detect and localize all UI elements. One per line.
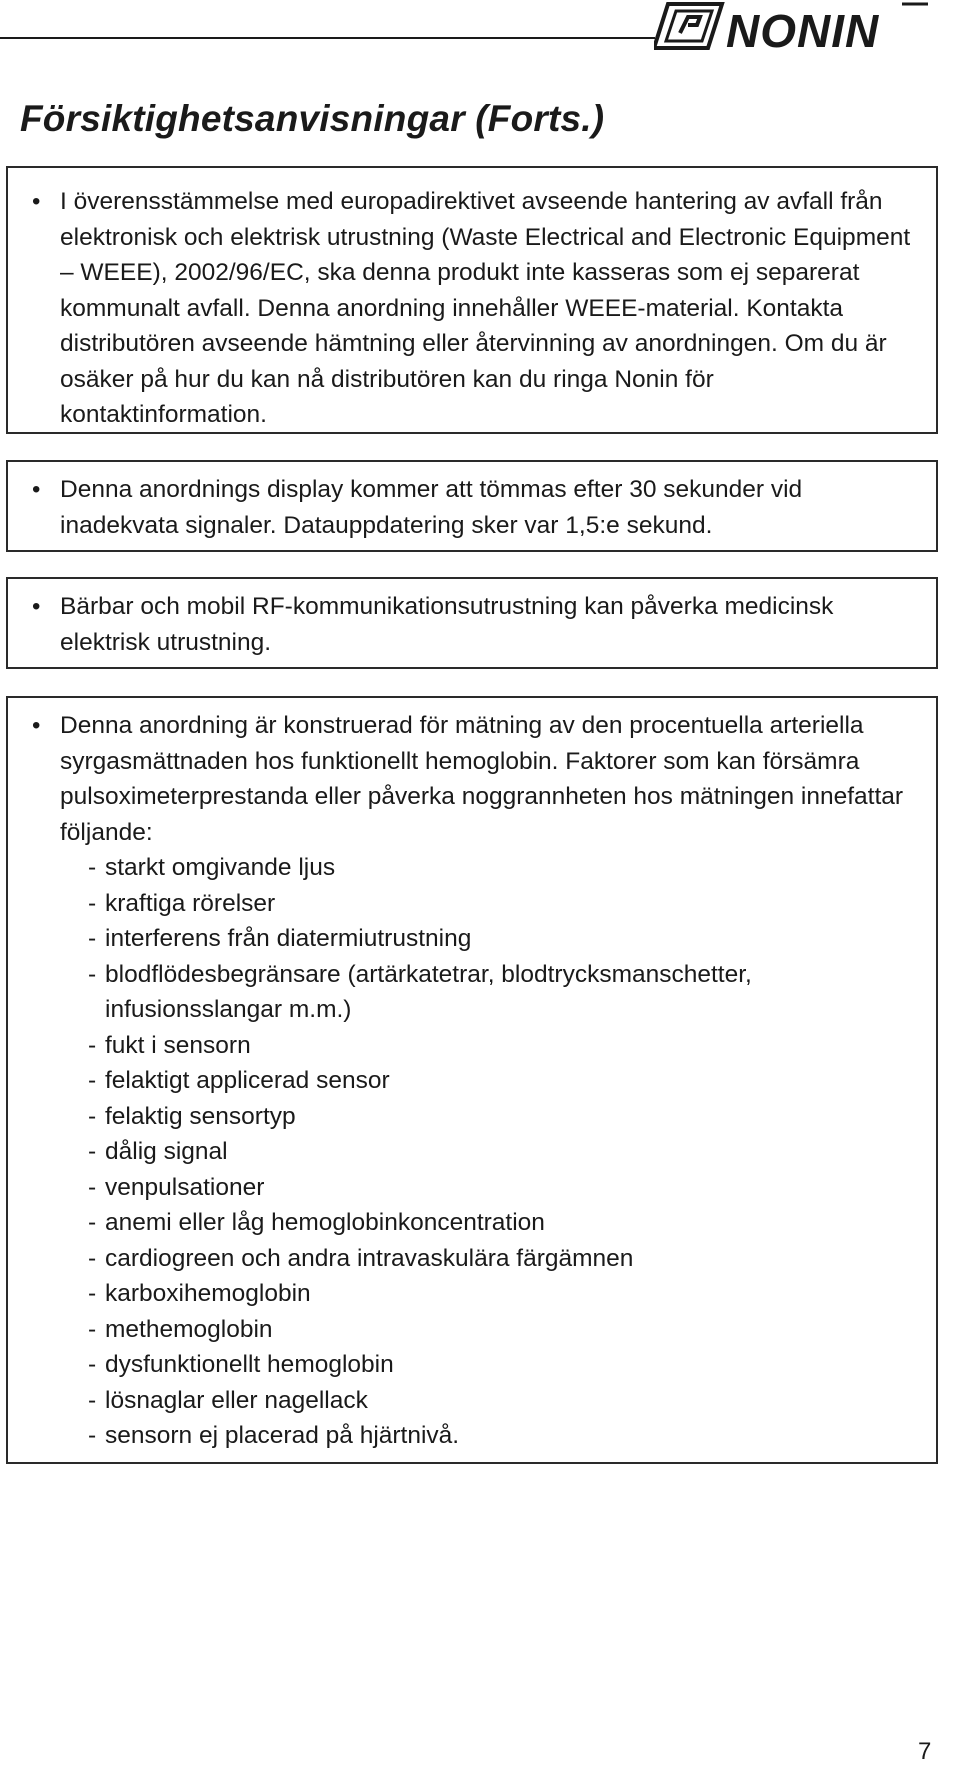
- bullet-icon: •: [32, 593, 41, 620]
- notice-box-weee: [6, 166, 938, 434]
- factor-text: cardiogreen och andra intravaskulära färgämnen: [105, 1244, 634, 1272]
- factor-text: starkt omgivande ljus: [105, 854, 336, 881]
- factor-list: [60, 850, 924, 1454]
- factor-text: fukt i sensorn: [105, 1031, 251, 1059]
- notice-item: [8, 472, 936, 543]
- factor-text: interferens från diatermiutrustning: [105, 925, 472, 952]
- factor-item: [88, 1134, 924, 1170]
- page-title: Försiktighetsanvisningar (Forts.): [20, 98, 605, 139]
- factor-text: venpulsationer: [105, 1173, 265, 1201]
- factor-item: [88, 1418, 924, 1454]
- factor-item: [88, 1170, 924, 1206]
- bullet-icon: •: [32, 712, 41, 739]
- dash-mark: -: [88, 925, 97, 952]
- dash-mark: -: [88, 1244, 97, 1272]
- page-number: 7: [918, 1738, 932, 1765]
- dash-mark: -: [88, 854, 97, 881]
- factor-item: [88, 886, 924, 922]
- factor-text: dysfunktionellt hemoglobin: [105, 1351, 394, 1378]
- factor-item: [88, 1205, 924, 1241]
- dash-mark: -: [88, 1422, 97, 1449]
- factor-text: kraftiga rörelser: [105, 889, 276, 917]
- factor-text: lösnaglar eller nagellack: [105, 1386, 368, 1414]
- dash-mark: -: [88, 1031, 97, 1059]
- bullet-icon: •: [32, 476, 41, 503]
- factor-item: [88, 1276, 924, 1312]
- dash-mark: -: [88, 889, 97, 917]
- factor-item: [88, 850, 924, 886]
- nonin-logo: [654, 0, 960, 56]
- factor-text: anemi eller låg hemoglobinkoncentration: [105, 1209, 545, 1236]
- factor-text: karboxihemoglobin: [105, 1280, 311, 1307]
- dash-mark: -: [88, 960, 97, 988]
- factor-text: felaktigt applicerad sensor: [105, 1067, 390, 1094]
- factor-item: [88, 1063, 924, 1099]
- bullet-icon: •: [32, 188, 41, 215]
- factor-text: felaktig sensortyp: [105, 1102, 296, 1130]
- factor-item: [88, 1099, 924, 1135]
- factor-text: blodflödesbegränsare (artärkatetrar, blodtrycksmanschetter, infusionsslangar m.m.): [105, 960, 752, 1023]
- factor-item: [88, 1241, 924, 1277]
- dash-mark: -: [88, 1315, 97, 1343]
- notice-text: Denna anordning är konstruerad för mätning av den procentuella arteriella syrgasmättnaden hos funktionellt hemoglobin. Faktorer som kan försämra pulsoximeterprestanda eller påverka noggrannheten hos mätningen innefattar följande:: [60, 712, 904, 846]
- notice-item: [8, 589, 936, 660]
- notice-box-display: [6, 460, 938, 552]
- factor-text: dålig signal: [105, 1138, 228, 1165]
- factor-item: [88, 1383, 924, 1419]
- factor-item: [88, 1028, 924, 1064]
- notice-box-rf: [6, 577, 938, 669]
- brand-wordmark: NONIN: [726, 5, 880, 56]
- header-rule: [0, 37, 655, 39]
- factor-item: [88, 921, 924, 957]
- notice-item: [8, 184, 936, 433]
- factor-text: sensorn ej placerad på hjärtnivå.: [105, 1422, 460, 1449]
- factor-text: methemoglobin: [105, 1315, 273, 1343]
- dash-mark: -: [88, 1102, 97, 1130]
- notice-box-accuracy-factors: [6, 696, 938, 1464]
- notice-text: I överensstämmelse med europadirektivet avseende hantering av avfall från elektronisk och elektrisk utrustning (Waste Electrical and Electronic Equipment – WEEE), 2002/96/EC, ska denna produkt inte kasseras som ej separerat kommunalt avfall. Denna anordning innehåller WEEE-material. Kontakta distributören avseende hämtning eller återvinning av anordningen. Om du är osäker på hur du kan nå distributören kan du ringa Nonin för kontaktinformation.: [60, 188, 911, 428]
- dash-mark: -: [88, 1138, 97, 1165]
- notice-text: Bärbar och mobil RF-kommunikationsutrustning kan påverka medicinsk elektrisk utrustning.: [60, 593, 834, 656]
- factor-item: [88, 957, 924, 1028]
- factor-item: [88, 1312, 924, 1348]
- dash-mark: -: [88, 1173, 97, 1201]
- dash-mark: -: [88, 1386, 97, 1414]
- dash-mark: -: [88, 1067, 97, 1094]
- factor-item: [88, 1347, 924, 1383]
- dash-mark: -: [88, 1209, 97, 1236]
- notice-item: [8, 708, 936, 1454]
- dash-mark: -: [88, 1280, 97, 1307]
- notice-text: Denna anordnings display kommer att tömmas efter 30 sekunder vid inadekvata signaler. Datauppdatering sker var 1,5:e sekund.: [60, 476, 803, 539]
- nonin-emblem-icon: [654, 4, 722, 48]
- dash-mark: -: [88, 1351, 97, 1378]
